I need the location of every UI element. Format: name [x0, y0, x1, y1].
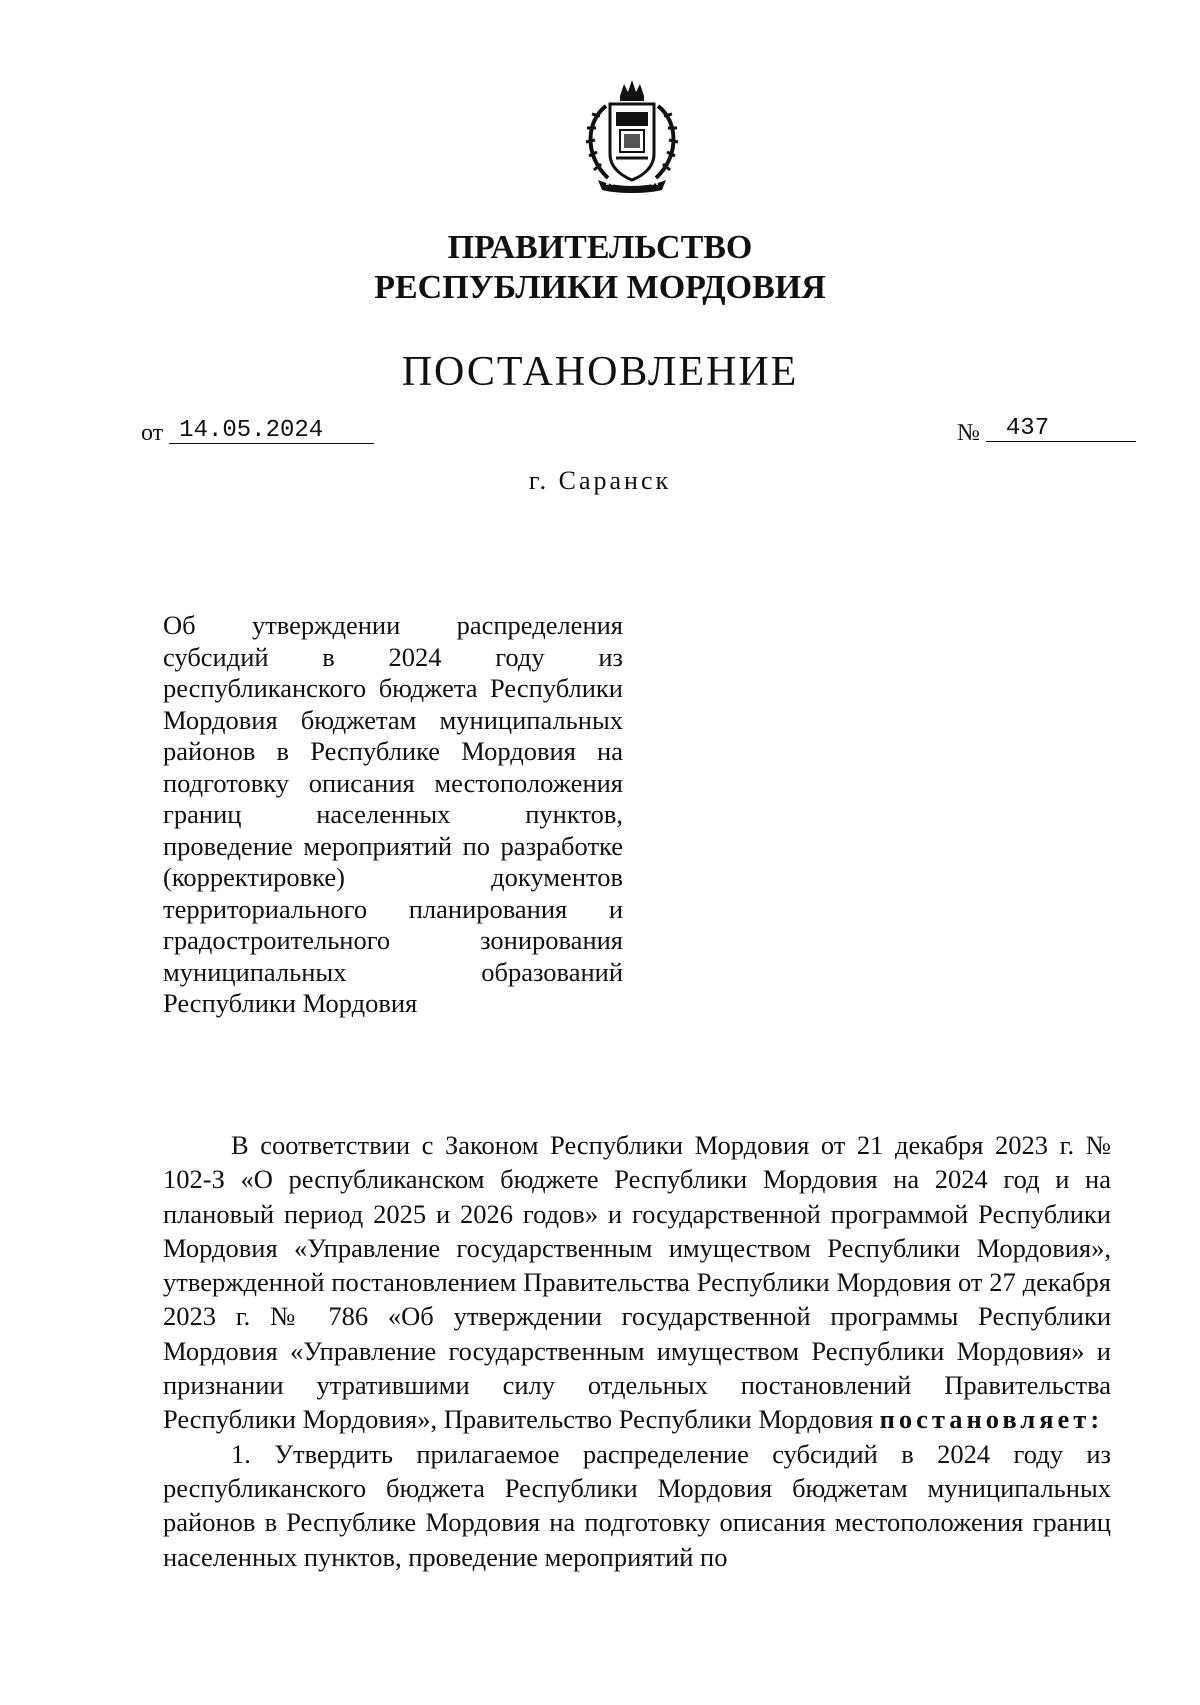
- organization-title: [0, 228, 1200, 308]
- document-type: ПОСТАНОВЛЕНИЕ: [401, 349, 799, 395]
- date-prefix: от: [141, 420, 164, 446]
- document-subject: Об утверждении распределения субсидий в 2024 году из республиканского бюджета Республики Мордовия бюджетам муниципальных районов в Республике Мордовия на подготовку описания местоположения границ населенных пунктов, проведение мероприятий по разработке (корректировке) документов территориального планирования и градостроительного зонирования муниципальных образований Республики Мордовия: [163, 610, 623, 1018]
- number-prefix: №: [957, 420, 980, 446]
- org-line-1: ПРАВИТЕЛЬСТВО: [447, 229, 753, 266]
- decree-word: постановляет:: [879, 1404, 1104, 1435]
- preamble-text: В соответствии с Законом Республики Мордовия от 21 декабря 2023 г. № 102-З «О республиканском бюджете Республики Мордовия на 2024 год и на плановый период 2025 и 2026 годов» и государственной программой Республики Мордовия «Управление государственным имуществом Республики Мордовия», утвержденной постановлением Правительства Республики Мордовия от 27 декабря 2023 г. № 786 «Об утверждении государственной программы Республики Мордовия «Управление государственным имуществом Республики Мордовия» и признании утратившими силу отдельных постановлений Правительства Республики Мордовия», Правительство Республики Мордовия: [163, 1130, 1111, 1435]
- coat-of-arms-icon: [576, 76, 688, 198]
- org-line-2: РЕСПУБЛИКИ МОРДОВИЯ: [374, 269, 826, 306]
- item-1-paragraph: 1. Утвердить прилагаемое распределение субсидий в 2024 году из республиканского бюджета Республики Мордовия бюджетам муниципальных районов в Республике Мордовия на подготовку описания местоположения границ населенных пунктов, проведение мероприятий по: [163, 1438, 1111, 1572]
- city: г. Саранск: [528, 466, 672, 495]
- document-body: [163, 1128, 1111, 1574]
- number-field: [957, 415, 1136, 448]
- date-field: [141, 417, 374, 448]
- date-value: 14.05.2024: [169, 419, 374, 444]
- number-value: 437: [986, 417, 1136, 442]
- preamble-paragraph: [163, 1128, 1111, 1437]
